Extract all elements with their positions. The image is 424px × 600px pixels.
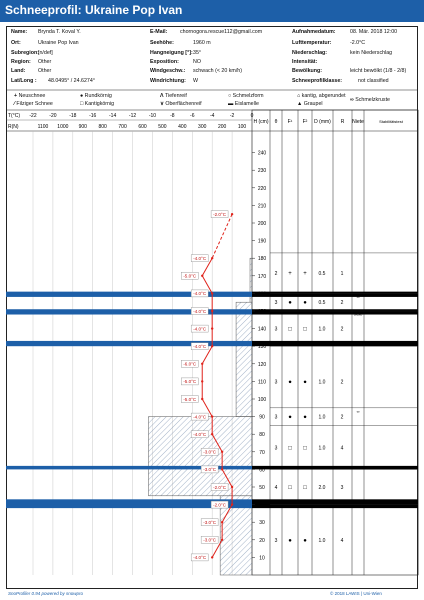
ram-tick-8: 300 bbox=[198, 124, 207, 130]
ram-tick-10: 100 bbox=[237, 124, 247, 130]
layer-d-5: 1.0 bbox=[318, 445, 326, 452]
meta-value-col3-4: leicht bewölkt (1/8 - 2/8) bbox=[350, 68, 407, 75]
height-label-50: 50 bbox=[259, 485, 265, 491]
layer-f2-2: □ bbox=[303, 326, 307, 333]
height-label-80: 80 bbox=[259, 432, 265, 439]
ice-layer-1 bbox=[6, 309, 252, 314]
layer-f1-7: ● bbox=[288, 537, 292, 544]
height-label-200: 200 bbox=[257, 221, 267, 227]
layer-r-6: 3 bbox=[340, 485, 344, 491]
height-label-160: 160 bbox=[257, 291, 267, 298]
layer-d-0: 0.5 bbox=[318, 271, 326, 278]
height-label-100: 100 bbox=[257, 397, 267, 403]
ram-axis-label: R(N) bbox=[8, 124, 19, 130]
temp-point-9 bbox=[201, 398, 203, 400]
temp-label-14: -2.0°C bbox=[213, 484, 226, 490]
layer-r-1: 2 bbox=[340, 300, 344, 307]
meta-label-col1-2: Subregion: bbox=[11, 49, 39, 56]
temp-point-3 bbox=[211, 292, 213, 294]
legend-label-9: Eislamelle bbox=[234, 101, 259, 107]
temp-label-8: -5.0°C bbox=[183, 379, 197, 385]
layer-f2-0: + bbox=[303, 271, 307, 278]
meta-label-col3-4: Bewölkung: bbox=[292, 68, 323, 75]
legend-label-1: Rundkörnig bbox=[84, 93, 112, 99]
height-label-30: 30 bbox=[259, 520, 265, 527]
legend-symbol-0: + bbox=[14, 93, 19, 99]
layer-theta-2: 3 bbox=[274, 326, 278, 333]
meta-label-col1-3: Region: bbox=[11, 58, 31, 65]
temp-label-4: -4.0°C bbox=[193, 308, 207, 314]
layer-f2-7: ● bbox=[303, 537, 307, 544]
height-label-210: 210 bbox=[257, 203, 267, 210]
ram-tick-7: 400 bbox=[178, 124, 187, 130]
temp-label-10: -4.0°C bbox=[193, 414, 207, 420]
temp-point-11 bbox=[211, 433, 213, 435]
ice-layer-table-3 bbox=[252, 466, 418, 470]
temp-label-15: -2.0°C bbox=[213, 502, 226, 508]
temp-point-12 bbox=[221, 451, 223, 453]
temp-point-4 bbox=[211, 310, 213, 312]
meta-value-col2-1: 1960 m bbox=[193, 40, 211, 47]
meta-label-col3-1: Lufttemperatur: bbox=[292, 40, 332, 47]
meta-label-col2-4: Windgeschw.: bbox=[150, 68, 186, 75]
temp-label-5: -4.0°C bbox=[193, 326, 207, 332]
layer-r-4: 2 bbox=[340, 414, 344, 421]
legend-label-4: kantig, abgerundet bbox=[301, 93, 346, 99]
height-label-150: 150 bbox=[257, 309, 267, 315]
height-label-10: 10 bbox=[259, 555, 265, 562]
layer-r-7: 4 bbox=[340, 537, 344, 544]
legend-label-7: Kantigkörnig bbox=[84, 101, 115, 107]
temp-point-18 bbox=[211, 556, 213, 558]
legend-label-6: Filziger Schnee bbox=[16, 101, 53, 107]
ram-segment-1 bbox=[236, 302, 252, 416]
layer-f2-5: □ bbox=[303, 445, 307, 452]
layer-niete-2: ∞∞∞ bbox=[353, 312, 363, 317]
meta-value-col3-5: not classified bbox=[358, 77, 389, 84]
legend-symbol-1: ● bbox=[80, 93, 85, 99]
ram-tick-5: 600 bbox=[138, 124, 147, 130]
layer-f1-6: □ bbox=[288, 485, 292, 491]
ice-layer-table-4 bbox=[252, 499, 418, 508]
temp-point-15 bbox=[231, 503, 233, 505]
ice-layer-2 bbox=[6, 341, 252, 346]
temp-tick-9: -4 bbox=[209, 113, 215, 119]
temp-label-6: -4.0°C bbox=[193, 344, 207, 349]
temp-tick-2: -18 bbox=[69, 113, 77, 119]
temp-label-16: -3.0°C bbox=[203, 520, 217, 525]
meta-label-col2-0: E-Mail: bbox=[150, 29, 168, 35]
layer-d-1: 0.5 bbox=[318, 300, 326, 307]
legend-label-0: Neuschnee bbox=[18, 93, 46, 99]
meta-label-col2-3: Exposition: bbox=[150, 58, 179, 65]
legend-label-2: Tiefenreif bbox=[165, 93, 187, 99]
height-label-240: 240 bbox=[257, 150, 267, 157]
legend-symbol-5: ∞ bbox=[350, 97, 356, 103]
layer-d-7: 1.0 bbox=[318, 537, 326, 544]
ice-layer-table-1 bbox=[252, 309, 418, 314]
temp-tick-3: -16 bbox=[89, 113, 97, 119]
layer-f2-3: ● bbox=[303, 379, 307, 386]
temp-point-13 bbox=[221, 468, 223, 470]
layer-d-6: 2.0 bbox=[318, 485, 326, 491]
layer-f1-5: □ bbox=[288, 445, 292, 452]
col-header-h_label: H (cm) bbox=[253, 119, 269, 125]
col-header-f2: F² bbox=[302, 119, 308, 125]
layer-f1-4: ● bbox=[288, 414, 292, 421]
temp-tick-1: -20 bbox=[49, 113, 57, 119]
temp-point-0 bbox=[231, 213, 233, 215]
ram-tick-3: 800 bbox=[98, 124, 107, 130]
layer-r-3: 2 bbox=[340, 379, 344, 386]
temp-tick-10: -2 bbox=[229, 113, 235, 119]
meta-value-col2-0: chornogora.rescue112@gmail.com bbox=[180, 29, 263, 35]
meta-label-col1-1: Ort: bbox=[11, 40, 21, 47]
layer-theta-1: 3 bbox=[274, 300, 278, 307]
meta-label-col3-5: Schneeprofilklasse: bbox=[292, 77, 343, 84]
layer-niete-4: ∞ bbox=[356, 408, 360, 414]
temp-point-8 bbox=[201, 380, 203, 382]
temp-label-1: -4.0°C bbox=[193, 256, 207, 261]
ram-tick-2: 900 bbox=[78, 124, 87, 130]
height-label-70: 70 bbox=[259, 449, 265, 456]
ram-tick-9: 200 bbox=[217, 124, 227, 130]
height-label-110: 110 bbox=[258, 379, 266, 386]
temp-label-18: -4.0°C bbox=[193, 555, 207, 561]
meta-value-col3-2: kein Niederschlag bbox=[350, 49, 393, 56]
layer-f1-1: ● bbox=[288, 300, 292, 307]
temp-label-13: -3.0°C bbox=[203, 467, 217, 473]
height-label-130: 130 bbox=[257, 344, 267, 351]
temp-label-3: -4.0°C bbox=[193, 291, 207, 297]
legend-symbol-4: ⌂ bbox=[297, 93, 302, 99]
temp-label-0: -2.0°C bbox=[213, 212, 226, 217]
meta-label-col1-4: Land: bbox=[11, 68, 26, 75]
height-label-230: 230 bbox=[257, 168, 267, 175]
layer-r-2: 2 bbox=[340, 326, 344, 333]
temp-line-dashed bbox=[212, 214, 232, 258]
height-label-140: 140 bbox=[257, 326, 267, 333]
temp-axis-label: T(°C) bbox=[8, 113, 20, 119]
meta-label-col3-2: Niederschlag: bbox=[292, 49, 328, 56]
meta-label-col2-2: Hangneigung [°]: bbox=[150, 49, 193, 56]
meta-value-col2-4: schwach (< 20 km/h) bbox=[193, 68, 243, 75]
temp-label-9: -5.0°C bbox=[183, 396, 197, 402]
temp-tick-5: -12 bbox=[128, 113, 137, 119]
layer-f2-1: ● bbox=[303, 300, 307, 307]
temp-label-7: -6.0°C bbox=[183, 361, 197, 367]
ice-layer-0 bbox=[6, 292, 252, 297]
page-title: Schneeprofil: Ukraine Pop Ivan bbox=[5, 3, 183, 17]
ram-tick-1: 1000 bbox=[57, 124, 69, 130]
temp-tick-6: -10 bbox=[148, 113, 157, 119]
ice-layer-table-0 bbox=[252, 292, 418, 300]
temp-point-17 bbox=[221, 539, 223, 541]
ram-tick-4: 700 bbox=[118, 124, 127, 130]
temp-point-16 bbox=[221, 521, 223, 523]
height-label-120: 120 bbox=[257, 361, 267, 368]
meta-value-col2-2: 35° bbox=[193, 49, 202, 56]
height-label-220: 220 bbox=[257, 185, 267, 192]
layer-theta-7: 3 bbox=[274, 537, 278, 544]
height-label-170: 170 bbox=[257, 273, 267, 280]
height-label-90: 90 bbox=[259, 414, 265, 421]
legend-symbol-7: □ bbox=[80, 101, 85, 107]
temp-point-1 bbox=[211, 257, 213, 259]
col-header-r: R bbox=[340, 119, 345, 125]
meta-value-col2-3: NO bbox=[193, 58, 201, 65]
temp-label-17: -3.0°C bbox=[203, 537, 217, 543]
temp-label-11: -4.0°C bbox=[193, 432, 207, 437]
temp-point-10 bbox=[211, 415, 213, 417]
ram-tick-0: 1100 bbox=[37, 124, 49, 130]
legend-symbol-3: ○ bbox=[228, 93, 233, 99]
layer-r-5: 4 bbox=[340, 445, 344, 452]
meta-value-col1-2: [n/def] bbox=[38, 49, 53, 56]
layer-f1-3: ● bbox=[288, 379, 292, 386]
layer-theta-5: 3 bbox=[274, 445, 278, 452]
meta-value-col2-5: W bbox=[193, 77, 198, 84]
temp-point-6 bbox=[211, 345, 213, 347]
legend-symbol-8: ∨ bbox=[160, 101, 166, 107]
meta-value-col3-1: -2.0°C bbox=[350, 40, 366, 47]
meta-value-col1-0: Brynda T. Koval Y. bbox=[38, 29, 81, 35]
legend-symbol-6: ⁄ bbox=[14, 101, 17, 107]
legend-symbol-10: ▲ bbox=[297, 101, 304, 107]
layer-f2-4: ● bbox=[303, 414, 307, 421]
temp-tick-0: -22 bbox=[29, 113, 37, 119]
height-label-40: 40 bbox=[259, 502, 265, 509]
layer-d-4: 1.0 bbox=[318, 414, 326, 421]
temp-line bbox=[202, 258, 232, 557]
meta-label-col2-5: Windrichtung: bbox=[150, 77, 186, 84]
temp-point-5 bbox=[211, 327, 213, 329]
meta-value-col1-1: Ukraine Pop Ivan bbox=[38, 40, 79, 47]
height-label-180: 180 bbox=[257, 256, 267, 263]
col-header-d: D (mm) bbox=[314, 119, 331, 125]
ice-layer-table-2 bbox=[252, 341, 418, 346]
height-label-190: 190 bbox=[257, 238, 267, 245]
temp-point-14 bbox=[231, 486, 233, 488]
layer-f1-2: □ bbox=[288, 326, 292, 333]
legend-label-5: Schmelzkruste bbox=[355, 97, 390, 103]
col-header-stab: Stabilitätstest bbox=[379, 119, 403, 124]
meta-label-col2-1: Seehöhe: bbox=[150, 40, 174, 47]
height-label-20: 20 bbox=[259, 537, 265, 544]
meta-label-col1-5: Lat/Long : bbox=[11, 77, 37, 84]
legend-symbol-2: Λ bbox=[160, 93, 166, 99]
footer-right: © 2018 LAWIS | Uni-Wien bbox=[330, 591, 382, 596]
temp-tick-8: -6 bbox=[190, 113, 195, 119]
legend-symbol-9: ▬ bbox=[228, 101, 235, 107]
meta-value-col3-0: 08. Mär. 2018 12:00 bbox=[350, 29, 398, 35]
layer-niete-1: ∞ bbox=[356, 294, 360, 300]
layer-theta-4: 3 bbox=[274, 414, 278, 421]
height-label-60: 60 bbox=[259, 467, 265, 474]
layer-theta-0: 2 bbox=[274, 271, 278, 278]
temp-tick-4: -14 bbox=[109, 113, 117, 119]
ram-segment-2 bbox=[148, 417, 252, 496]
temp-tick-11: 0 bbox=[250, 113, 254, 119]
layer-d-2: 1.0 bbox=[318, 326, 326, 333]
col-header-niete: Niete bbox=[352, 119, 364, 125]
temp-label-2: -5.0°C bbox=[183, 273, 197, 279]
col-header-theta: θ bbox=[274, 119, 278, 125]
legend-label-3: Schmelzform bbox=[232, 93, 264, 99]
layer-f1-0: + bbox=[288, 271, 292, 278]
meta-value-col1-5: 48.0495° / 24.6274° bbox=[48, 77, 95, 84]
layer-theta-3: 3 bbox=[274, 379, 278, 386]
temp-label-12: -3.0°C bbox=[203, 449, 217, 455]
footer-left: SnoProfiler 0.94 powered by snowpro bbox=[8, 591, 84, 596]
meta-value-col1-4: Other bbox=[38, 68, 52, 75]
layer-d-3: 1.0 bbox=[318, 379, 326, 386]
meta-value-col1-3: Other bbox=[38, 58, 52, 65]
ram-tick-6: 500 bbox=[158, 124, 167, 130]
meta-label-col3-0: Aufnahmedatum: bbox=[292, 29, 336, 35]
layer-r-0: 1 bbox=[340, 271, 344, 278]
layer-theta-6: 4 bbox=[274, 485, 278, 491]
legend-label-10: Graupel bbox=[303, 101, 323, 107]
col-header-f1: F¹ bbox=[287, 119, 293, 125]
meta-label-col3-3: Intensität: bbox=[292, 58, 318, 65]
temp-tick-7: -8 bbox=[170, 113, 175, 119]
temp-point-7 bbox=[201, 363, 203, 365]
meta-label-col1-0: Name: bbox=[11, 29, 28, 35]
layer-f2-6: □ bbox=[303, 485, 307, 491]
legend-label-8: Oberflächenreif bbox=[165, 101, 202, 107]
temp-point-2 bbox=[201, 275, 203, 277]
